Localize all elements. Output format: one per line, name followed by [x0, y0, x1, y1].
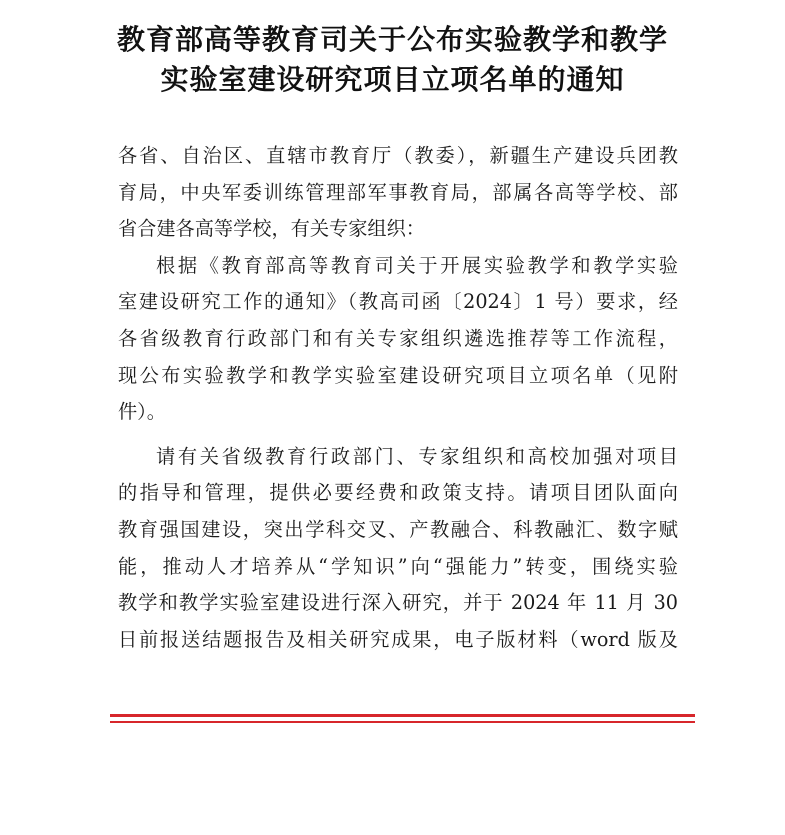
addressee-line: 育局，中央军委训练管理部军事教育局，部属各高等学校、部 — [118, 180, 678, 204]
paragraph-1 — [118, 248, 678, 431]
paragraph-line: 日前报送结题报告及相关研究成果，电子版材料（word 版及 — [118, 627, 678, 651]
document-title-line-1: 教育部高等教育司关于公布实验教学和教学 — [116, 23, 668, 56]
paragraph-line: 教学和教学实验室建设进行深入研究，并于 2024 年 11 月 30 — [118, 591, 678, 615]
addressee-line: 各省、自治区、直辖市教育厅（教委），新疆生产建设兵团教 — [118, 144, 678, 167]
paragraph-gap — [118, 431, 678, 439]
paragraph-2 — [118, 439, 678, 659]
paragraph-line: 请有关省级教育行政部门、专家组织和高校加强对项目 — [156, 444, 678, 468]
paragraph-line: 的指导和管理，提供必要经费和政策支持。请项目团队面向 — [118, 481, 678, 505]
paragraph-line: 室建设研究工作的通知》（教高司函〔2024〕1 号）要求，经 — [118, 290, 678, 314]
paragraph-line: 件）。 — [118, 400, 166, 424]
document-body — [118, 138, 678, 658]
addressee-line: 省合建各高等学校，有关专家组织： — [118, 217, 425, 241]
footer-red-rule-thin — [110, 721, 695, 723]
paragraph-line: 能，推动人才培养从“学知识”向“强能力”转变，围绕实验 — [118, 554, 678, 578]
paragraph-line: 各省级教育行政部门和有关专家组织遴选推荐等工作流程， — [118, 326, 678, 350]
paragraph-line: 教育强国建设，突出学科交叉、产教融合、科教融汇、数字赋 — [118, 517, 678, 541]
addressee-block — [118, 138, 678, 248]
paragraph-line: 现公布实验教学和教学实验室建设研究项目立项名单（见附 — [118, 363, 678, 387]
document-title-line-2: 实验室建设研究项目立项名单的通知 — [160, 63, 625, 96]
footer-red-rule — [110, 714, 695, 717]
paragraph-line: 根据《教育部高等教育司关于开展实验教学和教学实验 — [156, 253, 678, 277]
